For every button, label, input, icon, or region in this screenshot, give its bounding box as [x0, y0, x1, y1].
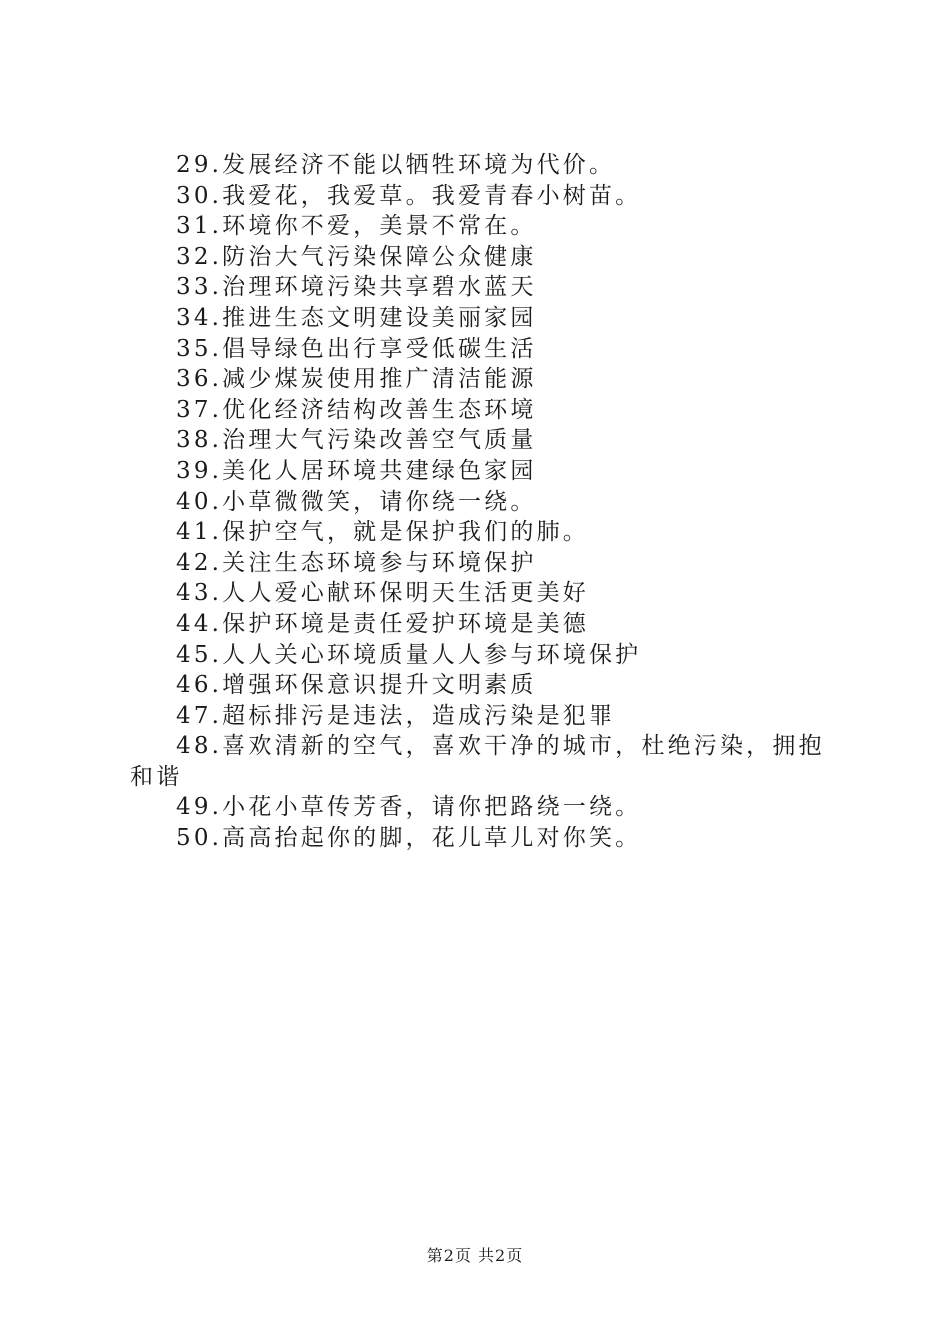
list-item: 42.关注生态环境参与环境保护 — [176, 549, 537, 576]
list-item: 34.推进生态文明建设美丽家园 — [176, 304, 537, 331]
list-item: 49.小花小草传芳香，请你把路绕一绕。 — [176, 794, 642, 821]
list-item: 47.超标排污是违法，造成污染是犯罪 — [176, 702, 616, 729]
list-item: 50.高高抬起你的脚，花儿草儿对你笑。 — [176, 825, 642, 852]
page-number-footer: 第2页 共2页 — [426, 1246, 524, 1265]
list-item: 38.治理大气污染改善空气质量 — [176, 427, 537, 454]
list-item: 46.增强环保意识提升文明素质 — [176, 672, 537, 699]
list-item: 43.人人爱心献环保明天生活更美好 — [176, 580, 589, 607]
list-item: 39.美化人居环境共建绿色家园 — [176, 457, 537, 484]
list-item: 41.保护空气，就是保护我们的肺。 — [176, 519, 589, 546]
list-item: 31.环境你不爱，美景不常在。 — [176, 213, 537, 240]
list-item: 45.人人关心环境质量人人参与环境保护 — [176, 641, 642, 668]
list-item: 32.防治大气污染保障公众健康 — [176, 243, 537, 270]
list-item: 48.喜欢清新的空气，喜欢干净的城市，杜绝污染，拥抱和谐 — [130, 733, 825, 790]
list-item: 36.减少煤炭使用推广清洁能源 — [176, 366, 537, 393]
list-item: 35.倡导绿色出行享受低碳生活 — [176, 335, 537, 362]
list-item: 40.小草微微笑，请你绕一绕。 — [176, 488, 537, 515]
list-item: 29.发展经济不能以牺牲环境为代价。 — [176, 152, 616, 178]
list-item: 33.治理环境污染共享碧水蓝天 — [176, 274, 537, 301]
list-item: 44.保护环境是责任爱护环境是美德 — [176, 610, 589, 637]
list-item: 37.优化经济结构改善生态环境 — [176, 396, 537, 423]
slogan-list — [130, 150, 850, 854]
list-item: 30.我爱花，我爱草。我爱青春小树苗。 — [176, 182, 642, 209]
